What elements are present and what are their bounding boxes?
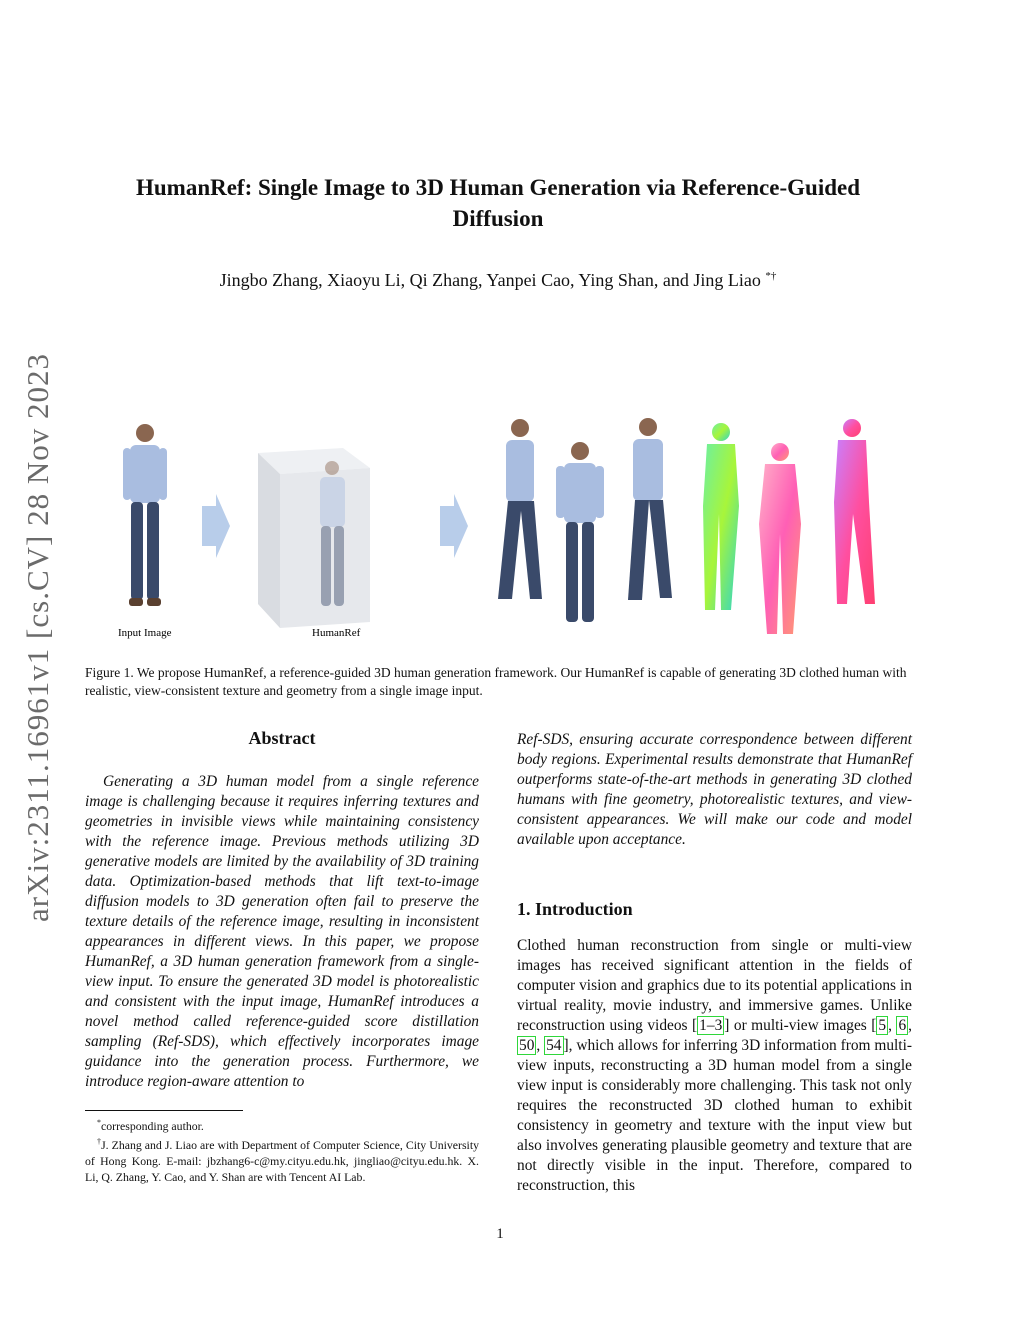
- abstract-heading: Abstract: [248, 728, 316, 748]
- figure-caption: Figure 1. We propose HumanRef, a reference-guided 3D human generation framework. Our HumanRef is capable of generating 3D clothed human with realistic, view-consistent texture and geometry from a single image input.: [85, 665, 907, 698]
- arrow-right-icon: [440, 494, 468, 558]
- citation-link[interactable]: 1–3: [699, 1017, 723, 1034]
- footnote-rule: [85, 1110, 243, 1111]
- introduction-text: Clothed human reconstruction from single or multi-view images has received significant attention in the fields of computer vision and graphics due to its potential applications in virtual reality, movie industry, and immersive games. Unlike reconstruction using videos [ 1–3 ] or multi-view images [ 5 , 6 , 50 , 54 ], which allows for inferring 3D information from multi-view inputs, reconstructing a 3D human model from a single view input is considerably more challenging. This task not only requires the reconstructed 3D clothed human to exhibit consistency in geometry and texture with the input view but also involves generating plausible geometry and texture that are not directly visible in the input. Therefore, compared to reconstruction, this: [517, 937, 913, 1194]
- humanref-cube: [258, 448, 370, 628]
- introduction-heading: 1. Introduction: [517, 899, 633, 919]
- citation-link[interactable]: 6: [898, 1017, 907, 1034]
- abstract-continued: Ref-SDS, ensuring accurate correspondence between different body regions. Experimental results demonstrate that HumanRef outperforms state-of-the-art methods in generating 3D clothed humans with fine geometry, photorealistic textures, and view-consistent appearances. We will make our code and model available upon acceptance.: [517, 731, 912, 848]
- author-names: Jingbo Zhang, Xiaoyu Li, Qi Zhang, Yanpei Cao, Ying Shan, and Jing Liao: [219, 270, 761, 290]
- arxiv-identifier: arXiv:2311.16961v1 [cs.CV] 28 Nov 2023: [20, 353, 55, 922]
- label-input-image: Input Image: [118, 627, 172, 639]
- author-marks: *†: [765, 270, 777, 282]
- paper-title: [100, 172, 896, 234]
- author-list: [100, 270, 896, 291]
- normal-map-1: [703, 423, 739, 610]
- citation-link[interactable]: 50: [519, 1037, 535, 1054]
- abstract-text: Generating a 3D human model from a single reference image is challenging because it requires inferring textures and geometries in invisible views while maintaining consistency with the reference image. Previous methods utilizing 3D generative models are limited by the availability of 3D training data. Optimization-based methods that lift text-to-image diffusion models to 3D generation often fail to preserve the texture details of the reference image, resulting in inconsistent appearances in different views. In this paper, we propose HumanRef, a 3D human generation framework from a single-view input. To ensure the generated 3D model is photorealistic and consistent with the input image, HumanRef introduces a novel method called reference-guided score distillation sampling (Ref-SDS), which effectively incorporates image guidance into the generation process. Furthermore, we introduce region-aware attention to: [85, 773, 479, 1090]
- normal-map-2: [759, 443, 801, 634]
- generated-view-back: [628, 418, 672, 600]
- generated-view-side: [498, 419, 542, 599]
- citation-link[interactable]: 5: [878, 1017, 887, 1034]
- footnote-2: †J. Zhang and J. Liao are with Department of Computer Science, City University of Hong Kong. E-mail: jbzhang6-c@my.cityu.edu.hk, jingliao@cityu.edu.hk. X. Li, Q. Zhang, Y. Cao, and Y. Shan are with Tencent AI Lab.: [85, 1136, 479, 1184]
- normal-map-3: [834, 419, 875, 604]
- generated-view-front: [556, 442, 604, 622]
- footnote-1: *corresponding author.: [97, 1118, 204, 1133]
- label-humanref: HumanRef: [312, 627, 361, 639]
- title-line-1: HumanRef: Single Image to 3D Human Generation via Reference-Guided: [135, 175, 861, 200]
- page-number: 1: [496, 1226, 504, 1242]
- title-line-2: Diffusion: [452, 206, 544, 231]
- figure-1: [100, 408, 900, 644]
- footnotes: [85, 1115, 479, 1185]
- arrow-right-icon: [202, 494, 230, 558]
- input-person: [123, 424, 167, 606]
- citation-link[interactable]: 54: [546, 1037, 562, 1054]
